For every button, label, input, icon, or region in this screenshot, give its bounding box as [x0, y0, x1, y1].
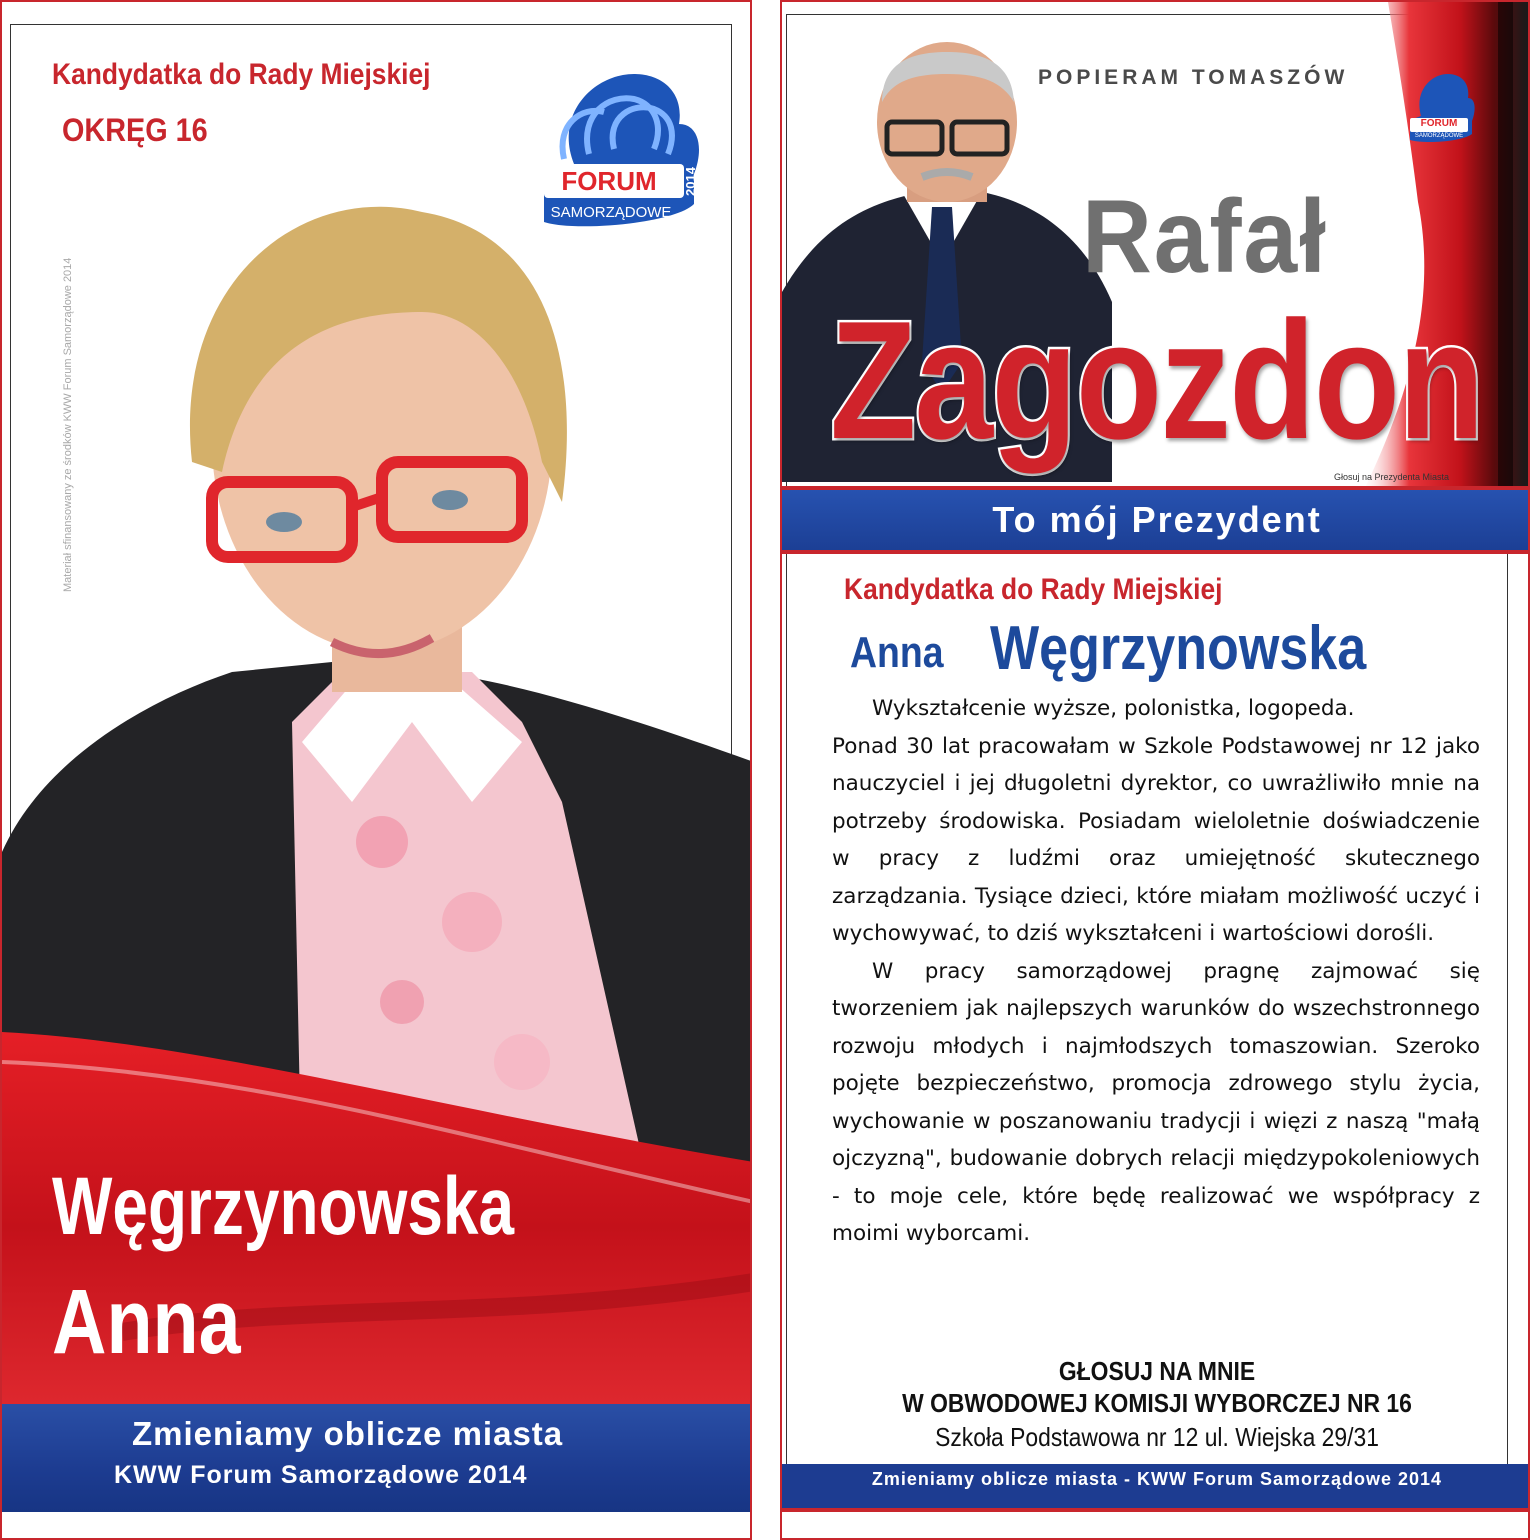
small-note: Głosuj na Prezydenta Miasta: [1334, 472, 1450, 482]
president-first-name: Rafał: [1082, 179, 1328, 295]
logo-forum-text: FORUM: [561, 166, 657, 196]
forum-logo: [534, 54, 704, 234]
committee-text: KWW Forum Samorządowe 2014: [114, 1461, 528, 1489]
back-page: [780, 0, 1530, 1540]
first-name-large: Anna: [52, 1271, 241, 1373]
bio-paragraph: Wykształcenie wyższe, polonistka, logopeda.: [872, 696, 1355, 721]
support-text: POPIERAM TOMASZÓW: [1038, 66, 1349, 89]
candidate-last-name: Węgrzynowska: [990, 614, 1367, 683]
president-banner-text: To mój Prezydent: [992, 499, 1322, 540]
candidate-first-name: Anna: [850, 628, 944, 677]
front-page: [0, 0, 752, 1540]
candidate-heading: Kandydatka do Rady Miejskiej: [52, 58, 431, 91]
forum-logo-small: [1406, 66, 1476, 146]
surname-large: Węgrzynowska: [52, 1161, 515, 1252]
vote-line-1: GŁOSUJ NA MNIE: [1058, 1356, 1256, 1386]
logo-samorzadowe-text: SAMORZĄDOWE: [550, 204, 672, 221]
slogan-text: Zmieniamy oblicze miasta: [132, 1415, 564, 1452]
vote-line-2: W OBWODOWEJ KOMISJI WYBORCZEJ NR 16: [902, 1388, 1412, 1418]
bio-paragraph: Ponad 30 lat pracowałam w Szkole Podstawowej nr 12 jako nauczyciel i jej długoletni dyrektor, co uwrażliwiło mnie na potrzeby środowiska. Posiadam wieloletnie doświadczenie w pracy z ludźmi oraz umiejętność skutecznego zarządzania. Tysiące dzieci, które miałam możliwość uczyć i wychowywać, to dziś wykształceni i wartościowi dorośli.: [832, 733, 1480, 946]
logo-samorzadowe-text: SAMORZĄDOWE: [1414, 133, 1464, 139]
candidate-bio: [832, 690, 1480, 1253]
district-label: OKRĘG 16: [62, 112, 208, 148]
bio-paragraph: W pracy samorządowej pragnę zajmować się tworzeniem jak najlepszych warunków do wszechstronnego rozwoju młodych i najmłodszych tomaszowian. Szeroko pojęte bezpieczeństwo, promocja zdrowego stylu życia, wychowanie w poszanowaniu tradycji i więzi z naszą "małą ojczyzną", budowanie dobrych relacji międzypokoleniowych - to moje cele, które będę realizować we współpracy z moimi wyborcami.: [832, 958, 1480, 1246]
candidate-heading: Kandydatka do Rady Miejskiej: [844, 573, 1223, 606]
president-last-name: Zagozdon: [830, 286, 1483, 474]
logo-forum-text: FORUM: [1420, 118, 1458, 129]
vote-line-3: Szkoła Podstawowa nr 12 ul. Wiejska 29/31: [935, 1422, 1379, 1452]
funding-note: Materiał sfinansowany ze środków KWW Forum Samorządowe 2014: [62, 257, 74, 592]
footer-text: Zmieniamy oblicze miasta - KWW Forum Samorządowe 2014: [871, 1469, 1443, 1489]
logo-year: 2014: [682, 167, 698, 196]
